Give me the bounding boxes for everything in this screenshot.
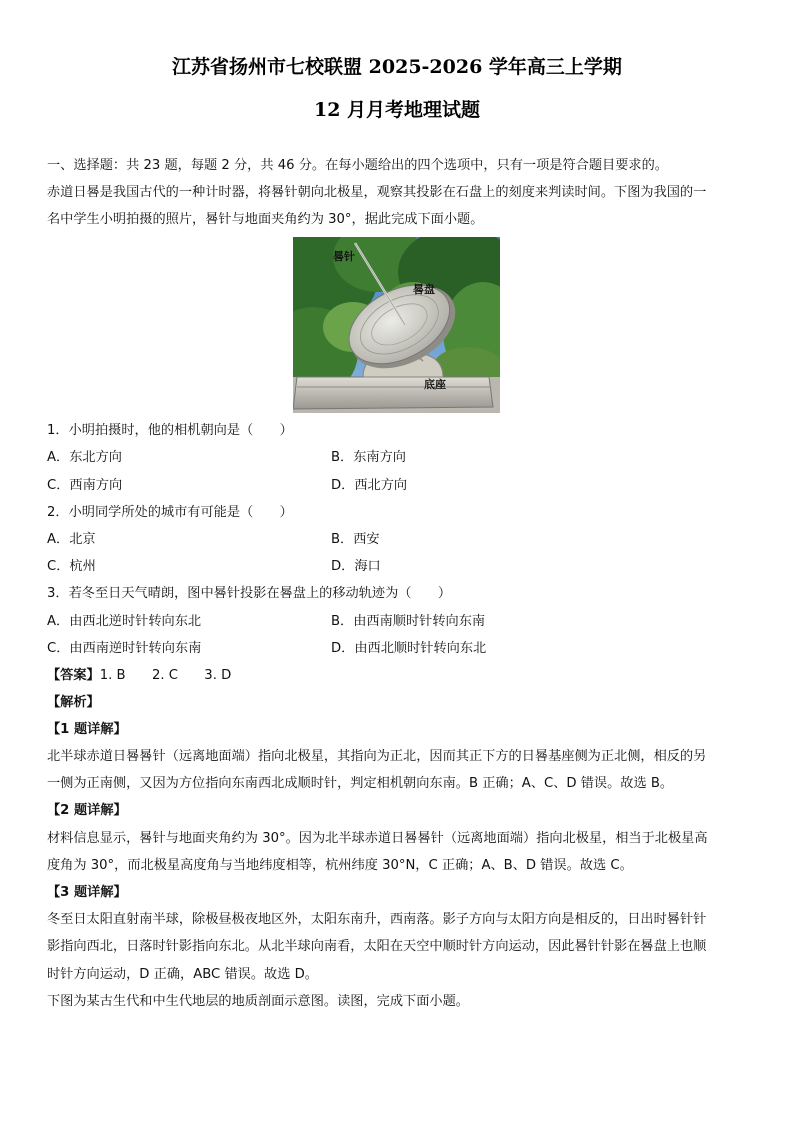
option-c: C．西南方向 [47, 478, 123, 493]
option-b: B．西安 [331, 532, 380, 547]
material-text-line: 赤道日晷是我国古代的一种计时器，将晷针朝向北极星，观察其投影在石盘上的刻度来判读时间。下图为我国的一 [47, 185, 707, 200]
next-material-text: 下图为某古生代和中生代地层的地质剖面示意图。读图，完成下面小题。 [47, 994, 469, 1009]
option-c: C．由西南逆时针转向东南 [47, 641, 202, 656]
material-text-line: 名中学生小明拍摄的照片，晷针与地面夹角约为 30°，据此完成下面小题。 [47, 212, 484, 227]
q2-analysis-heading: 【2 题详解】 [47, 803, 127, 818]
answer-text: 1. B 2. C 3. D [99, 668, 232, 683]
option-a: A．东北方向 [47, 450, 122, 465]
option-b: B．由西南顺时针转向东南 [331, 614, 486, 629]
analysis-text-line: 材料信息显示，晷针与地面夹角约为 30°。因为北半球赤道日晷晷针（远离地面端）指向北极星，相当于北极星高 [47, 831, 708, 846]
answer-line [47, 667, 752, 684]
option-d: D．西北方向 [331, 478, 408, 493]
analysis-text-line: 影指向西北，日落时针影指向东北。从北半球向南看，太阳在天空中顺时针方向运动，因此晷针针影在晷盘上也顺 [47, 939, 707, 954]
gnomon-label: 晷针 [333, 250, 355, 263]
answer-label: 【答案】 [47, 668, 100, 683]
question-stem: 3．若冬至日天气晴朗，图中晷针投影在晷盘上的移动轨迹为（ ） [47, 586, 452, 601]
q3-analysis-heading: 【3 题详解】 [47, 885, 127, 900]
option-a: A．北京 [47, 532, 96, 547]
base-label: 底座 [424, 378, 446, 391]
document-subtitle: 12 月月考地理试题 [313, 99, 481, 121]
option-c: C．杭州 [47, 559, 96, 574]
analysis-label: 【解析】 [47, 695, 100, 710]
analysis-text-line: 冬至日太阳直射南半球，除极昼极夜地区外，太阳东南升，西南落。影子方向与太阳方向是相反的，日出时晷针针 [47, 912, 707, 927]
option-d: D．由西北顺时针转向东北 [331, 641, 487, 656]
analysis-text-line: 时针方向运动，D 正确，ABC 错误。故选 D。 [47, 967, 318, 982]
question-stem: 2．小明同学所处的城市有可能是（ ） [47, 505, 293, 520]
dial-label: 晷盘 [413, 283, 435, 296]
option-b: B．东南方向 [331, 450, 406, 465]
q1-analysis-heading: 【1 题详解】 [47, 722, 127, 737]
option-a: A．由西北逆时针转向东北 [47, 614, 202, 629]
document-title: 江苏省扬州市七校联盟 2025-2026 学年高三上学期 [172, 56, 622, 78]
analysis-text-line: 度角为 30°，而北极星高度角与当地纬度相等，杭州纬度 30°N，C 正确；A、B、D 错误。故选 C。 [47, 858, 633, 873]
section-instructions: 一、选择题：共 23 题，每题 2 分，共 46 分。在每小题给出的四个选项中，只有一项是符合题目要求的。 [47, 158, 668, 173]
option-d: D．海口 [331, 559, 381, 574]
sundial-photo [293, 237, 500, 413]
question-stem: 1．小明拍摄时，他的相机朝向是（ ） [47, 423, 293, 438]
analysis-text-line: 一侧为正南侧，又因为方位指向东南西北成顺时针，判定相机朝向东南。B 正确；A、C、D 错误。故选 B。 [47, 776, 674, 791]
analysis-text-line: 北半球赤道日晷晷针（远离地面端）指向北极星，其指向为正北，因而其正下方的日晷基座侧为正北侧，相反的另 [47, 749, 707, 764]
